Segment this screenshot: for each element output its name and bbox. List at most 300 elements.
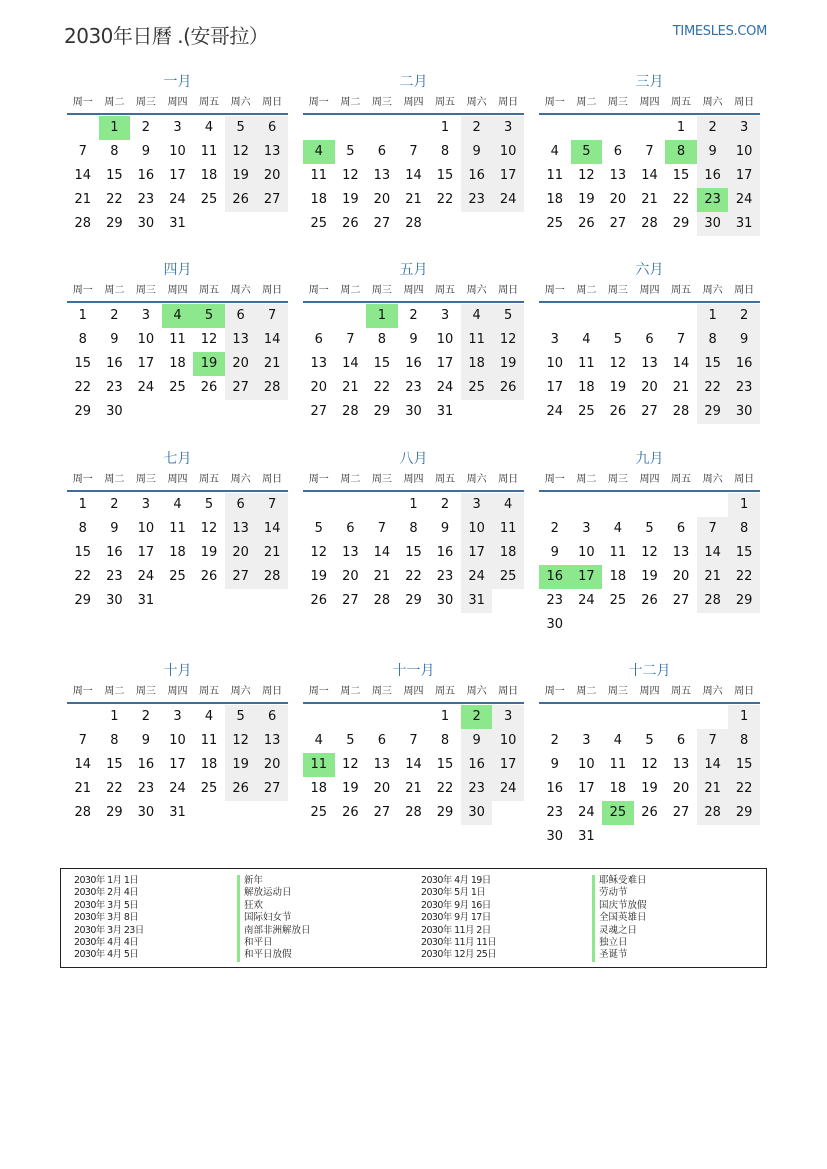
day-cell: 3 [582,733,591,748]
day-cell: 30 [697,212,729,236]
day-cell: 12 [578,168,595,183]
day-cell: 14 [641,168,658,183]
weekday-label: 周六 [702,686,723,697]
month-4 [67,260,288,424]
day-cell: 27 [342,593,359,608]
holiday-day-cell: 8 [665,140,697,164]
weekday-label: 周四 [639,686,660,697]
day-cell: 10 [436,332,454,347]
weekday-label: 周五 [199,686,220,697]
day-cell: 29 [405,593,422,608]
empty-cell [366,705,398,729]
day-cell: 15 [728,541,760,565]
day-cell: 9 [550,545,559,560]
day-cell: 19 [609,380,627,395]
day-cell: 22 [436,192,454,207]
legend-holiday-name: 耶稣受难日 [592,875,647,887]
day-cell: 26 [578,216,595,231]
day-cell: 27 [373,805,391,820]
day-cell: 3 [582,521,591,536]
day-cell: 6 [377,733,387,748]
empty-cell [634,116,666,140]
day-cell: 10 [578,757,595,772]
day-cell: 9 [141,144,151,159]
legend-date: 2030年 9月 16日 [421,899,491,911]
empty-cell [67,705,99,729]
day-cell: 17 [578,781,595,796]
day-cell: 28 [74,216,92,231]
legend-holiday-name: 灵魂之日 [592,925,647,937]
day-cell: 31 [137,593,155,608]
month-name: 六月 [635,262,664,278]
weekday-label: 周五 [435,474,456,485]
legend-date: 2030年 5月 1日 [421,887,486,899]
day-cell: 14 [256,517,288,541]
legend-date: 2030年 4月 19日 [421,875,491,886]
day-cell: 17 [137,356,155,371]
day-cell: 14 [697,753,729,777]
weekday-label: 周四 [403,686,424,697]
weekday-label: 周四 [639,474,660,485]
weekday-label: 周六 [230,285,251,296]
day-cell: 8 [110,733,119,748]
day-cell: 3 [141,497,151,512]
month-12 [539,661,760,849]
day-cell: 8 [377,332,387,347]
day-cell: 29 [106,216,123,231]
day-cell: 7 [697,517,729,541]
day-cell: 18 [609,569,627,584]
weekday-label: 周四 [403,285,424,296]
day-grid [67,492,288,613]
day-cell: 2 [697,116,729,140]
day-cell: 26 [200,380,218,395]
weekday-header [67,469,288,492]
day-cell: 24 [461,565,493,589]
month-6 [539,260,760,424]
holiday-day-cell: 25 [602,801,634,825]
day-cell: 28 [342,404,359,419]
empty-cell [697,493,729,517]
day-grid [539,492,760,637]
day-cell: 7 [697,729,729,753]
day-cell: 5 [346,144,355,159]
day-cell: 18 [461,352,493,376]
weekday-label: 周日 [498,285,519,296]
day-cell: 6 [256,705,288,729]
weekday-label: 周一 [72,97,93,108]
day-cell: 29 [436,805,454,820]
month-11 [303,661,524,825]
day-cell: 16 [137,168,155,183]
day-cell: 19 [225,753,257,777]
day-cell: 13 [373,757,391,772]
weekday-label: 周一 [308,474,329,485]
day-grid [67,115,288,236]
empty-cell [634,493,666,517]
day-cell: 12 [641,545,658,560]
holiday-day-cell: 1 [99,116,131,140]
day-cell: 24 [492,188,524,212]
day-cell: 5 [645,733,654,748]
empty-cell [303,705,335,729]
day-cell: 25 [609,593,627,608]
day-cell: 14 [342,356,359,371]
day-cell: 12 [342,757,359,772]
day-cell: 14 [405,757,422,772]
empty-cell [602,116,634,140]
day-cell: 2 [110,308,119,323]
day-cell: 1 [728,493,760,517]
day-cell: 27 [672,805,690,820]
day-cell: 9 [110,521,119,536]
day-cell: 10 [546,356,564,371]
month-name: 十月 [163,663,192,679]
legend-holiday-name: 国庆节放假 [592,900,647,912]
day-cell: 27 [225,565,257,589]
day-cell: 28 [672,404,690,419]
day-cell: 10 [492,729,524,753]
day-cell: 20 [310,380,328,395]
day-grid [303,303,524,424]
weekday-header [67,92,288,115]
day-cell: 10 [137,332,155,347]
day-cell: 2 [728,304,760,328]
day-grid [67,303,288,424]
weekday-label: 周四 [167,285,188,296]
empty-cell [335,116,367,140]
day-cell: 15 [436,757,454,772]
day-cell: 11 [609,545,627,560]
legend-date: 2030年 11月 2日 [421,924,491,936]
day-cell: 30 [546,617,564,632]
day-cell: 31 [169,805,186,820]
day-cell: 9 [461,140,493,164]
day-cell: 30 [106,404,123,419]
day-cell: 8 [110,144,119,159]
day-cell: 8 [440,733,450,748]
day-cell: 23 [405,380,422,395]
day-cell: 26 [225,188,257,212]
weekday-label: 周三 [135,474,156,485]
day-cell: 24 [436,380,454,395]
day-cell: 27 [225,376,257,400]
day-cell: 19 [342,192,359,207]
day-cell: 20 [672,781,690,796]
day-cell: 7 [377,521,387,536]
day-cell: 1 [110,709,119,724]
day-cell: 18 [169,356,186,371]
day-cell: 26 [342,805,359,820]
day-cell: 5 [346,733,355,748]
day-cell: 14 [74,757,92,772]
day-cell: 22 [106,192,123,207]
weekday-header [303,469,524,492]
day-cell: 23 [461,188,493,212]
day-cell: 3 [141,308,151,323]
weekday-label: 周二 [104,97,125,108]
day-cell: 20 [373,192,391,207]
holiday-legend [60,868,767,968]
day-cell: 26 [609,404,627,419]
month-name: 四月 [163,262,192,278]
day-cell: 22 [373,380,391,395]
weekday-label: 周五 [435,97,456,108]
weekday-label: 周五 [199,97,220,108]
day-cell: 11 [492,517,524,541]
weekday-label: 周一 [308,686,329,697]
day-cell: 11 [169,521,186,536]
day-cell: 31 [578,829,595,844]
month-name: 三月 [635,74,664,90]
month-name: 九月 [635,451,664,467]
empty-cell [303,304,335,328]
day-cell: 6 [676,733,686,748]
day-cell: 14 [672,356,690,371]
legend-dates-col-2 [421,875,496,962]
day-cell: 20 [672,569,690,584]
day-cell: 21 [405,192,422,207]
day-cell: 30 [546,829,564,844]
legend-holiday-name: 圣诞节 [592,949,647,961]
day-cell: 11 [461,328,493,352]
day-cell: 21 [405,781,422,796]
empty-cell [571,116,603,140]
day-cell: 2 [550,521,559,536]
weekday-label: 周日 [262,474,283,485]
weekday-label: 周二 [340,97,361,108]
weekday-label: 周二 [340,686,361,697]
day-cell: 10 [728,140,760,164]
day-cell: 8 [697,328,729,352]
day-cell: 3 [461,493,493,517]
empty-cell [665,705,697,729]
day-cell: 15 [672,168,690,183]
day-cell: 12 [225,140,257,164]
day-cell: 20 [342,569,359,584]
day-cell: 15 [697,352,729,376]
empty-cell [602,705,634,729]
legend-holiday-name: 全国英雄日 [592,912,647,924]
day-cell: 6 [256,116,288,140]
day-grid [539,115,760,236]
weekday-label: 周日 [498,686,519,697]
legend-date: 2030年 4月 5日 [74,949,139,961]
day-cell: 25 [310,216,328,231]
month-name: 七月 [163,451,192,467]
weekday-label: 周一 [72,285,93,296]
day-cell: 17 [728,164,760,188]
day-cell: 28 [697,589,729,613]
day-cell: 25 [200,781,218,796]
day-cell: 22 [74,569,92,584]
day-cell: 1 [440,709,450,724]
day-cell: 14 [697,541,729,565]
day-cell: 29 [74,593,92,608]
legend-date: 2030年 9月 17日 [421,912,491,924]
day-cell: 18 [609,781,627,796]
weekday-label: 周三 [135,686,156,697]
page-title: 2030年日曆 .(安哥拉） [64,24,269,48]
day-cell: 13 [609,168,627,183]
day-cell: 11 [546,168,564,183]
empty-cell [398,705,430,729]
day-cell: 26 [200,569,218,584]
day-cell: 2 [110,497,119,512]
day-cell: 26 [492,376,524,400]
weekday-label: 周六 [466,285,487,296]
site-logo[interactable]: TIMESLES.COM [672,24,767,39]
day-cell: 15 [106,168,123,183]
day-cell: 10 [492,140,524,164]
empty-cell [602,304,634,328]
legend-holiday-name: 新年 [237,875,311,887]
day-grid [539,303,760,424]
empty-cell [539,493,571,517]
day-cell: 10 [461,517,493,541]
day-cell: 3 [173,709,182,724]
day-cell: 31 [169,216,186,231]
day-cell: 21 [373,569,391,584]
day-cell: 19 [225,164,257,188]
empty-cell [303,116,335,140]
month-10 [67,661,288,825]
legend-holiday-name: 和平日 [237,937,311,949]
day-cell: 31 [461,589,493,613]
day-cell: 8 [78,332,87,347]
day-cell: 28 [405,805,422,820]
empty-cell [398,116,430,140]
weekday-label: 周三 [371,97,392,108]
day-cell: 16 [137,757,155,772]
day-cell: 14 [74,168,92,183]
day-cell: 11 [200,733,218,748]
day-cell: 21 [74,781,92,796]
day-cell: 24 [546,404,564,419]
weekday-label: 周五 [435,686,456,697]
day-cell: 3 [550,332,559,347]
weekday-label: 周二 [340,285,361,296]
day-grid [67,704,288,825]
day-grid [303,115,524,236]
day-cell: 7 [409,733,418,748]
weekday-label: 周日 [734,474,755,485]
weekday-header [539,280,760,303]
day-cell: 21 [74,192,92,207]
weekday-label: 周日 [262,97,283,108]
day-cell: 24 [578,805,595,820]
empty-cell [335,304,367,328]
holiday-day-cell: 1 [366,304,398,328]
legend-holiday-name: 南部非洲解放日 [237,925,311,937]
day-cell: 7 [346,332,355,347]
day-cell: 21 [256,541,288,565]
day-cell: 25 [546,216,564,231]
day-cell: 20 [256,164,288,188]
month-8 [303,449,524,613]
day-cell: 4 [582,332,591,347]
day-cell: 30 [461,801,493,825]
day-cell: 16 [106,356,123,371]
weekday-label: 周日 [498,474,519,485]
weekday-label: 周三 [371,285,392,296]
empty-cell [335,493,367,517]
day-cell: 4 [550,144,559,159]
day-cell: 19 [342,781,359,796]
weekday-label: 周一 [544,474,565,485]
day-cell: 18 [200,757,218,772]
day-cell: 1 [728,705,760,729]
day-cell: 18 [310,192,328,207]
day-cell: 25 [310,805,328,820]
day-cell: 1 [78,497,87,512]
day-cell: 9 [728,328,760,352]
day-cell: 8 [409,521,418,536]
weekday-label: 周五 [671,474,692,485]
day-cell: 28 [697,801,729,825]
day-cell: 13 [225,328,257,352]
day-cell: 9 [440,521,450,536]
day-cell: 6 [645,332,654,347]
day-cell: 2 [409,308,418,323]
weekday-label: 周四 [403,97,424,108]
day-cell: 17 [461,541,493,565]
month-9 [539,449,760,637]
legend-holiday-name: 解放运动日 [237,887,311,899]
weekday-label: 周二 [104,285,125,296]
day-cell: 19 [641,569,658,584]
day-cell: 29 [728,801,760,825]
weekday-label: 周日 [734,285,755,296]
empty-cell [539,116,571,140]
day-cell: 6 [377,144,387,159]
day-cell: 10 [578,545,595,560]
weekday-label: 周一 [544,686,565,697]
day-cell: 9 [550,757,559,772]
day-cell: 15 [373,356,391,371]
day-cell: 25 [200,192,218,207]
day-cell: 23 [546,593,564,608]
day-cell: 26 [641,593,658,608]
day-cell: 2 [141,709,151,724]
day-cell: 18 [200,168,218,183]
day-cell: 17 [169,168,186,183]
empty-cell [634,705,666,729]
empty-cell [665,304,697,328]
day-cell: 15 [106,757,123,772]
day-cell: 7 [78,144,87,159]
day-cell: 6 [314,332,323,347]
day-cell: 12 [492,328,524,352]
day-cell: 7 [676,332,686,347]
day-cell: 3 [492,116,524,140]
legend-date: 2030年 11月 11日 [421,936,497,948]
day-cell: 27 [256,188,288,212]
day-cell: 19 [492,352,524,376]
month-2 [303,72,524,236]
weekday-label: 周二 [104,686,125,697]
weekday-label: 周二 [104,474,125,485]
weekday-header [303,92,524,115]
day-cell: 31 [436,404,454,419]
weekday-label: 周二 [576,686,597,697]
day-cell: 10 [169,733,186,748]
day-cell: 22 [405,569,422,584]
weekday-label: 周二 [576,97,597,108]
day-cell: 1 [409,497,418,512]
empty-cell [539,705,571,729]
day-cell: 24 [169,192,186,207]
